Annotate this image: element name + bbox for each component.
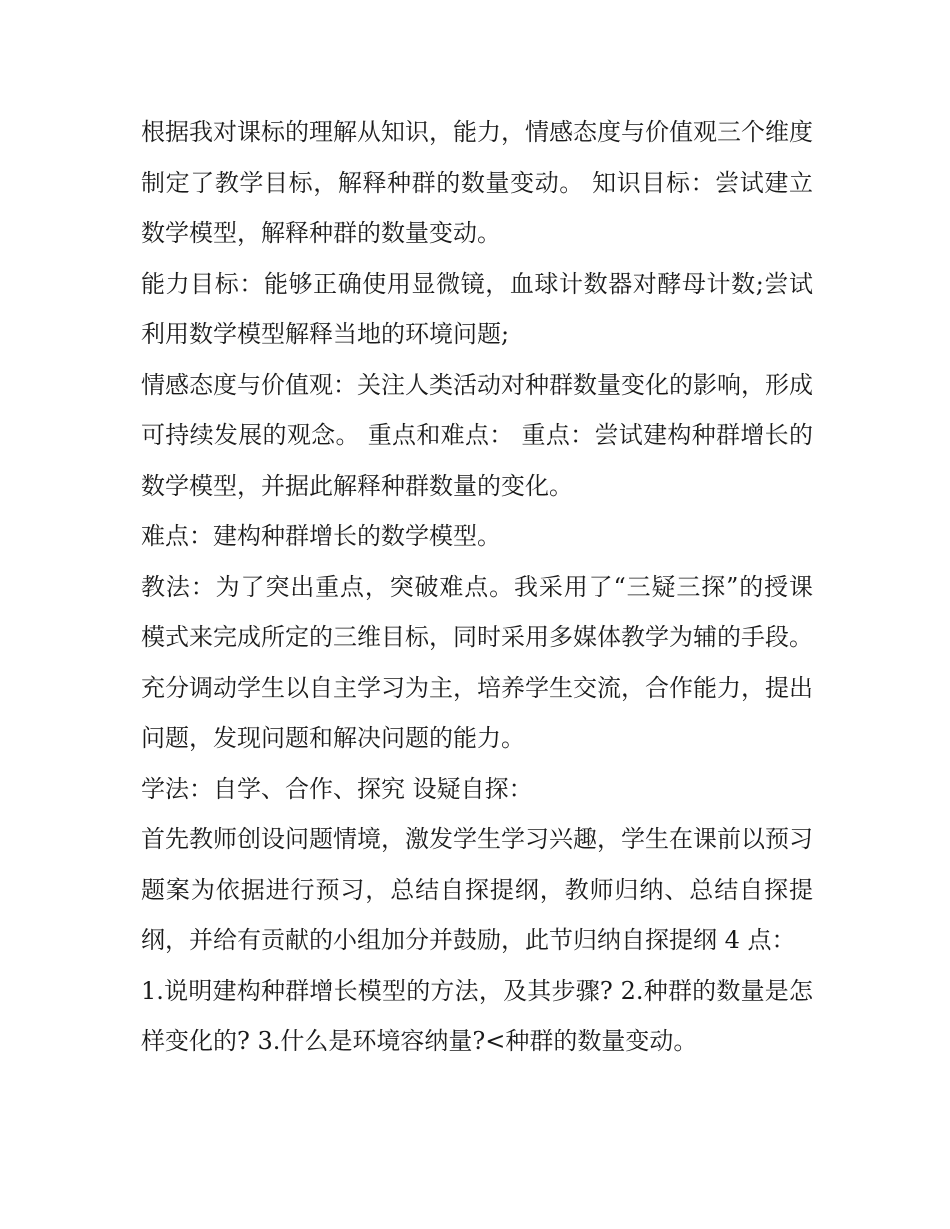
paragraph-ability-goals: 能力目标：能够正确使用显微镜，血球计数器对酵母计数;尝试利用数学模型解释当地的环境问题; (141, 269, 813, 348)
paragraph-questions: 1.说明建构种群增长模型的方法，及其步骤? 2.种群的数量是怎样变化的? 3.什么是环境容纳量?<种群的数量变动。 (141, 976, 813, 1055)
paragraph-objectives-intro: 根据我对课标的理解从知识，能力，情感态度与价值观三个维度制定了教学目标，解释种群的数量变动。 知识目标：尝试建立数学模型，解释种群的数量变动。 (141, 118, 813, 247)
paragraph-attitude-goals: 情感态度与价值观：关注人类活动对种群数量变化的影响，形成可持续发展的观念。 重点和难点： 重点：尝试建构种群增长的数学模型，并据此解释种群数量的变化。 (141, 370, 813, 500)
paragraph-teaching-method: 教法：为了突出重点，突破难点。我采用了“三疑三探”的授课模式来完成所定的三维目标，同时采用多媒体教学为辅的手段。充分调动学生以自主学习为主，培养学生交流，合作能力，提出问题，发现问题和解决问题的能力。 (141, 572, 813, 752)
paragraph-learning-method: 学法：自学、合作、探究 设疑自探： (141, 774, 533, 803)
document-body (141, 107, 813, 1067)
paragraph-self-exploration: 首先教师创设问题情境，激发学生学习兴趣，学生在课前以预习题案为依据进行预习，总结自探提纲，教师归纳、总结自探提纲，并给有贡献的小组加分并鼓励，此节归纳自探提纲 4 点： (141, 825, 813, 954)
paragraph-difficulty: 难点：建构种群增长的数学模型。 (141, 522, 501, 550)
